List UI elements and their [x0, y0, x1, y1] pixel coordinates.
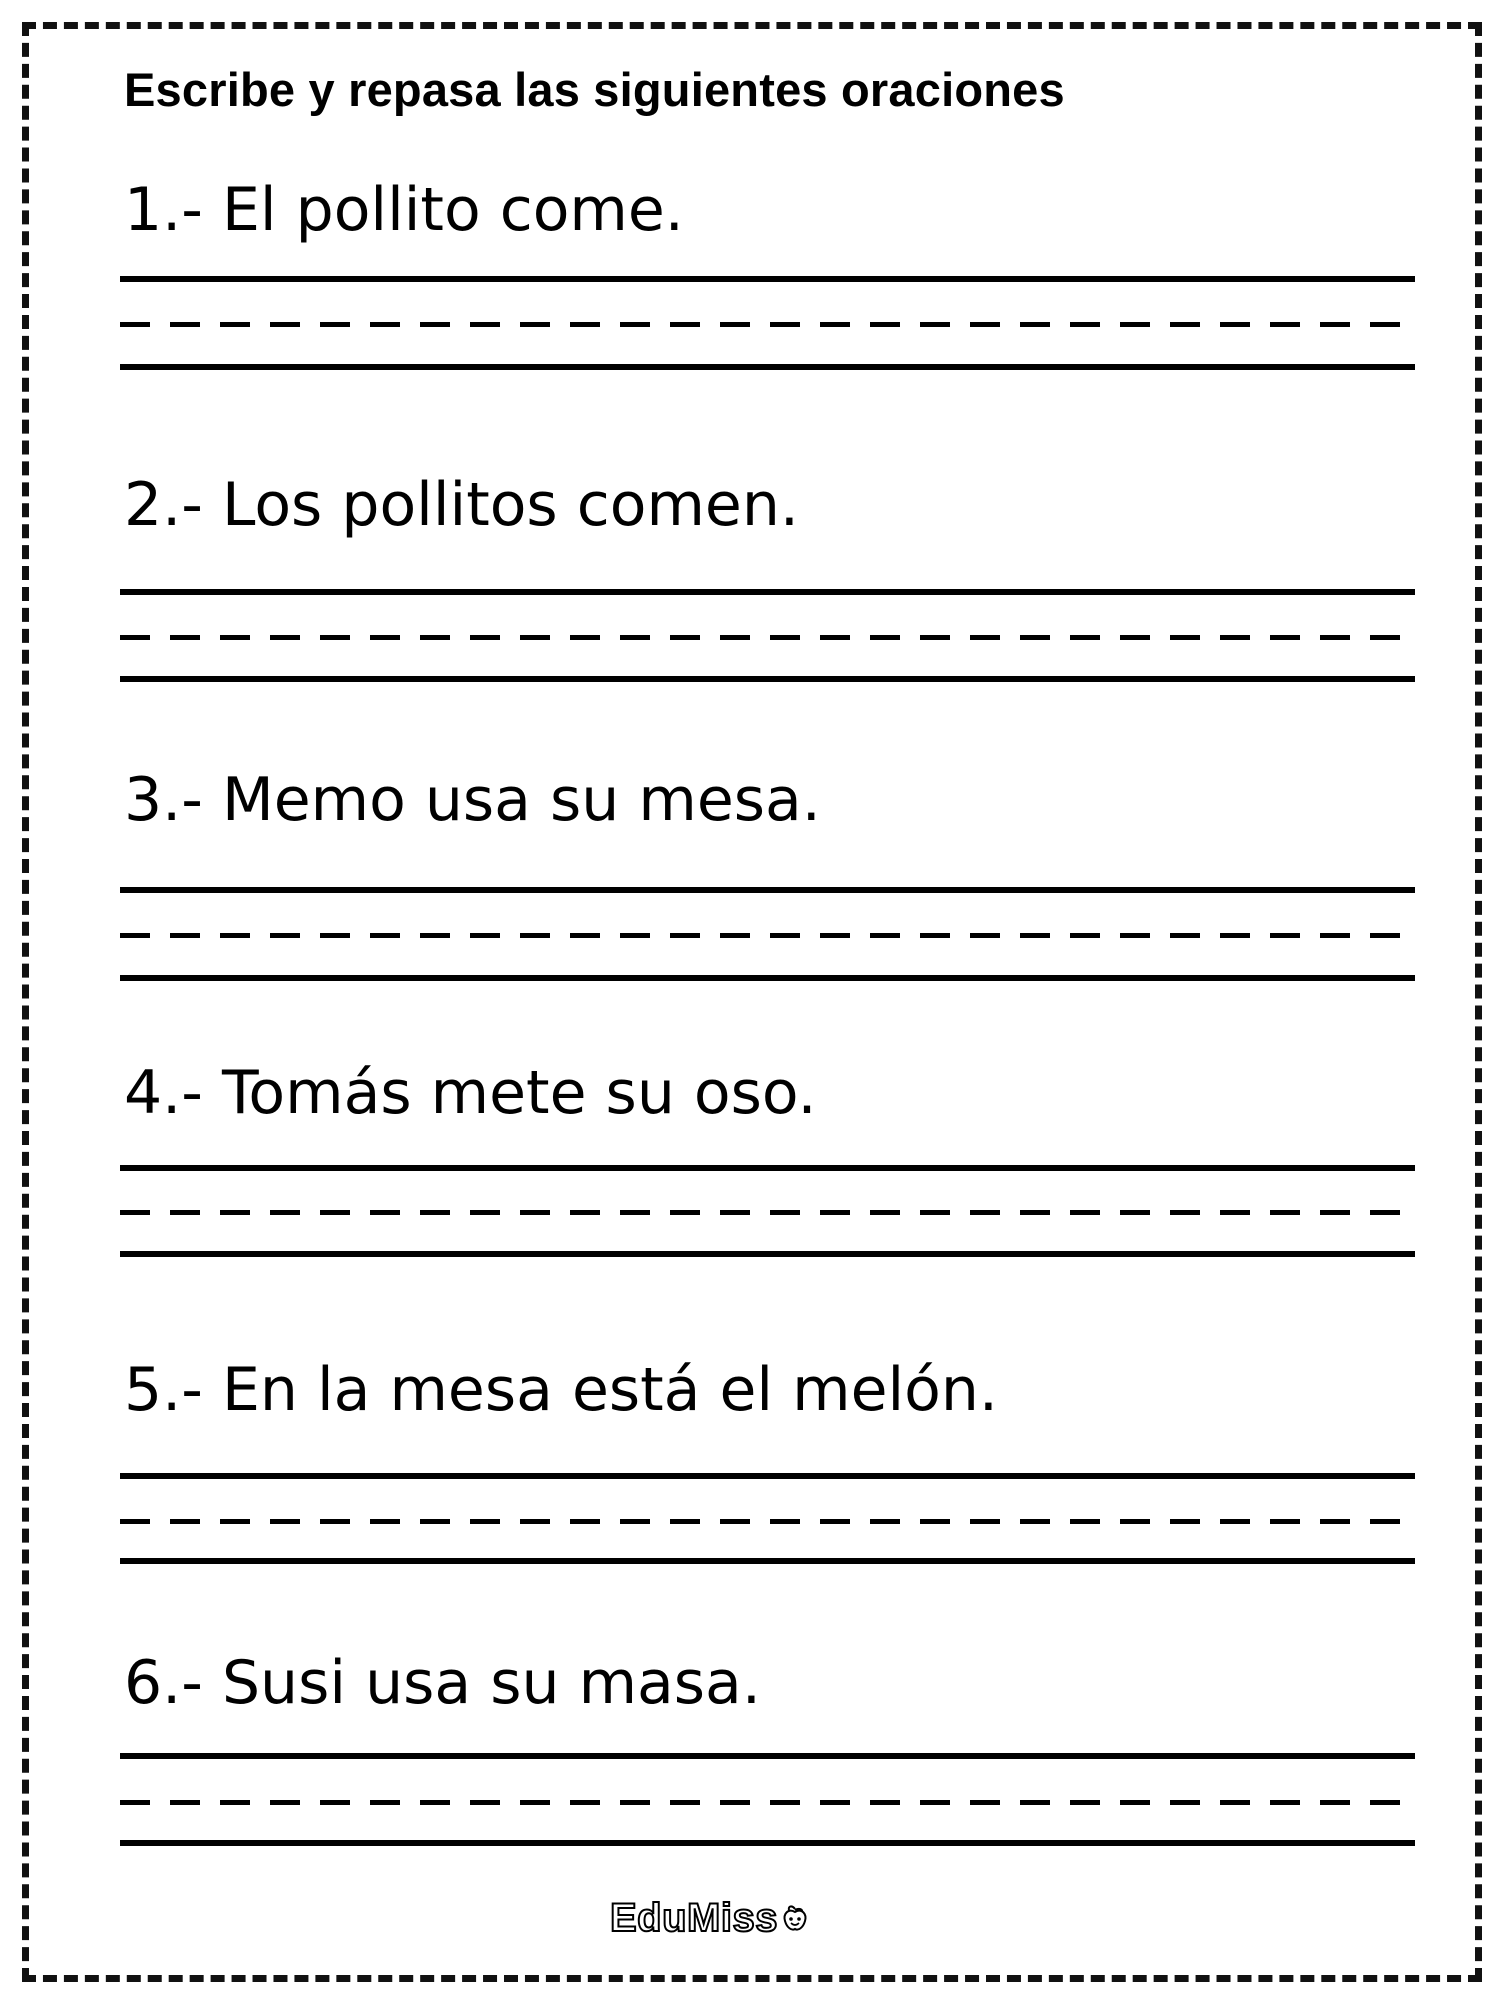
writing-line-bottom[interactable]: [120, 1840, 1415, 1846]
worksheet-title: Escribe y repasa las siguientes oraciones: [124, 63, 1065, 116]
writing-line-bottom[interactable]: [120, 975, 1415, 981]
exercise-5: [0, 1355, 1500, 1560]
sentence-text: 4.- Tomás mete su oso.: [124, 1058, 817, 1128]
sentence-text: 5.- En la mesa está el melón.: [124, 1355, 998, 1425]
writing-line-top[interactable]: [120, 1753, 1415, 1759]
writing-line-middle: [120, 635, 1415, 640]
writing-line-bottom[interactable]: [120, 676, 1415, 682]
exercise-2: [0, 470, 1500, 675]
sentence-text: 3.- Memo usa su mesa.: [124, 765, 821, 835]
sentence-text: 1.- El pollito come.: [124, 175, 684, 245]
writing-line-middle: [120, 933, 1415, 938]
writing-line-top[interactable]: [120, 1165, 1415, 1171]
writing-line-top[interactable]: [120, 589, 1415, 595]
writing-line-middle: [120, 1210, 1415, 1215]
exercise-6: [0, 1648, 1500, 1853]
writing-line-top[interactable]: [120, 887, 1415, 893]
writing-line-middle: [120, 322, 1415, 327]
writing-line-middle: [120, 1800, 1415, 1805]
apple-face-icon: [780, 1903, 810, 1933]
sentence-text: 6.- Susi usa su masa.: [124, 1648, 761, 1718]
writing-line-middle: [120, 1519, 1415, 1524]
sentence-text: 2.- Los pollitos comen.: [124, 470, 799, 540]
edumiss-logo: [610, 1893, 810, 1943]
logo-text: EduMiss: [610, 1895, 778, 1940]
writing-line-bottom[interactable]: [120, 1558, 1415, 1564]
exercise-1: [0, 175, 1500, 380]
writing-line-top[interactable]: [120, 276, 1415, 282]
writing-line-bottom[interactable]: [120, 364, 1415, 370]
exercise-4: [0, 1058, 1500, 1263]
exercise-3: [0, 765, 1500, 970]
writing-line-bottom[interactable]: [120, 1251, 1415, 1257]
writing-line-top[interactable]: [120, 1473, 1415, 1479]
